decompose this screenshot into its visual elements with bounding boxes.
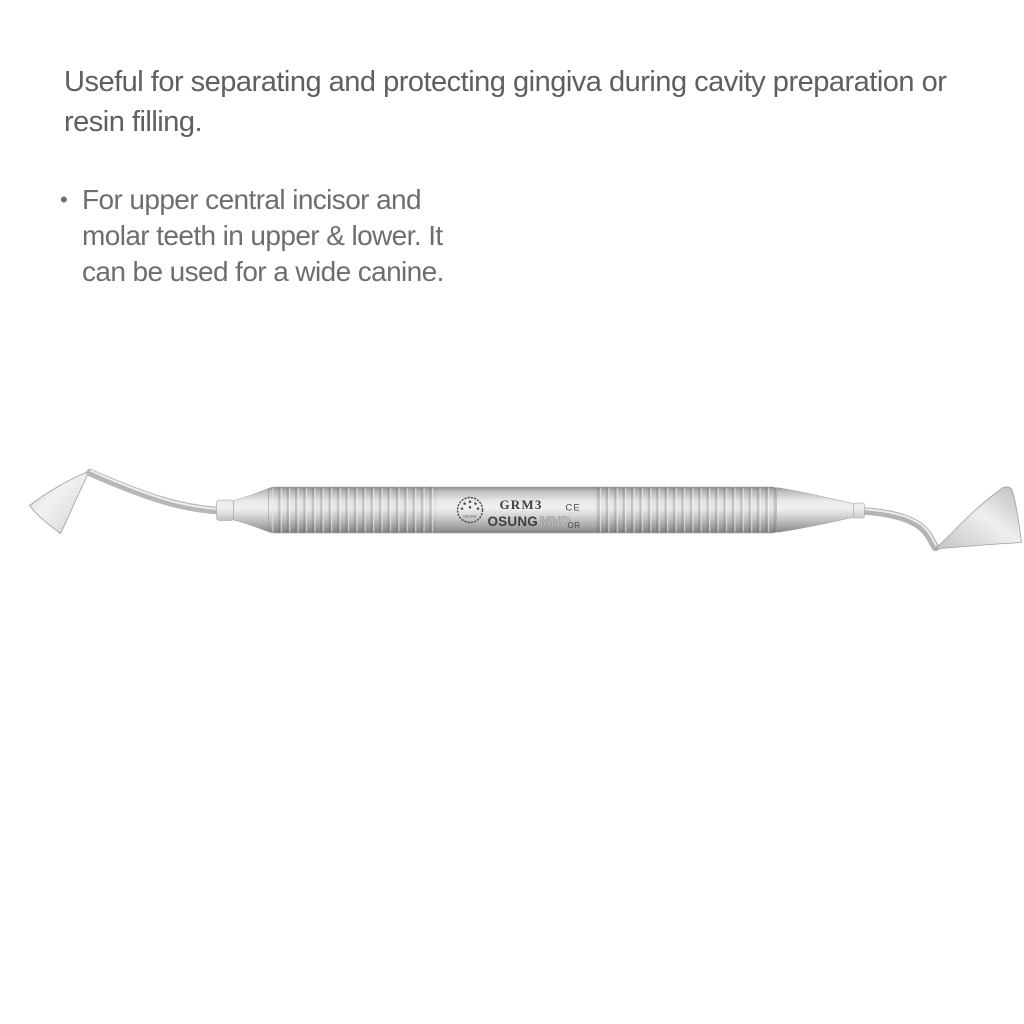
- bullet-text: For upper central incisor and molar teeth in upper & lower. It can be used for a wide canine.: [82, 184, 444, 287]
- feature-list: [60, 182, 460, 290]
- brand-marking-primary: OSUNG: [487, 514, 538, 529]
- model-marking: GRM3: [499, 497, 543, 512]
- logo-label: OSUNG: [463, 514, 477, 519]
- product-image: [0, 430, 1024, 600]
- instrument-illustration: [0, 430, 1024, 600]
- left-cone: [234, 488, 272, 533]
- or-marking: OR: [567, 521, 581, 530]
- right-ferrule: [854, 503, 865, 518]
- right-blade: [935, 487, 1022, 549]
- brand-marking-secondary: MND: [539, 514, 571, 529]
- left-grip-ribs: [272, 488, 437, 533]
- ce-marking: CE: [565, 502, 581, 514]
- right-grip-ribs: [595, 488, 776, 533]
- list-item: [60, 182, 460, 290]
- left-ferrule: [217, 500, 234, 521]
- headline: Useful for separating and protecting gingiva during cavity preparation or resin filling.: [64, 66, 947, 138]
- left-blade: [30, 471, 90, 534]
- left-shank-highlight: [91, 471, 222, 509]
- right-shank: [856, 511, 936, 548]
- bullet-marker: •: [60, 187, 68, 212]
- right-cone: [777, 488, 858, 533]
